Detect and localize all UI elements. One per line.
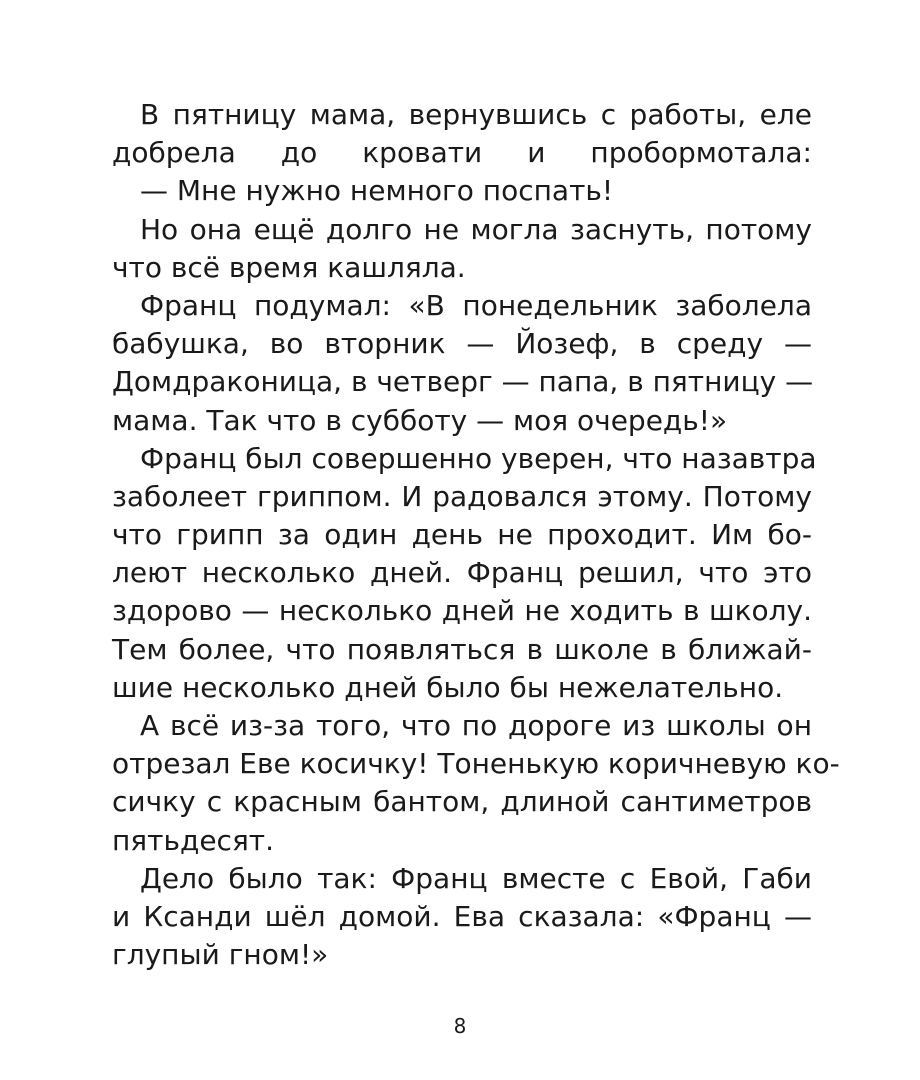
text-line: Домдраконица, в четверг — папа, в пятницу —: [112, 365, 814, 399]
text-line: леют несколько дней. Франц решил, что это: [112, 556, 812, 590]
text-line: Франц был совершенно уверен, что назавтра: [140, 441, 817, 475]
text-line: В пятницу мама, вернувшись с работы, еле: [140, 98, 812, 131]
text-line: глупый гном!»: [112, 938, 329, 972]
text-line: отрезал Еве косичку! Тоненькую коричневую ко-: [112, 747, 840, 781]
text-line: бабушка, во вторник — Йозеф, в среду —: [112, 327, 812, 361]
text-line: добрела до кровати и пробормотала:: [112, 136, 812, 170]
text-line: что грипп за один день не проходит. Им бо-: [112, 518, 812, 552]
text-line: Тем более, что появляться в школе в ближай-: [112, 632, 812, 666]
text-line: мама. Так что в субботу — моя очередь!»: [112, 403, 728, 437]
text-line: пятьдесят.: [112, 823, 274, 857]
text-line: шие несколько дней было бы нежелательно.: [112, 670, 784, 704]
text-line: сичку с красным бантом, длиной сантиметров: [112, 785, 812, 819]
text-line: заболеет гриппом. И радовался этому. Потому: [112, 479, 812, 513]
page-number: 8: [453, 1014, 467, 1038]
text-line: Франц подумал: «В понедельник заболела: [140, 288, 812, 322]
text-line: — Мне нужно немного поспать!: [140, 174, 614, 208]
text-line: здорово — несколько дней не ходить в школу.: [112, 594, 812, 628]
page-text: [112, 96, 840, 974]
text-line: и Ксанди шёл домой. Ева сказала: «Франц —: [112, 899, 812, 933]
text-line: Но она ещё долго не могла заснуть, потому: [140, 212, 812, 246]
text-line: А всё из-за того, что по дороге из школы он: [140, 709, 812, 742]
text-line: Дело было так: Франц вместе с Евой, Габи: [140, 861, 812, 895]
text-line: что всё время кашляла.: [112, 250, 466, 284]
